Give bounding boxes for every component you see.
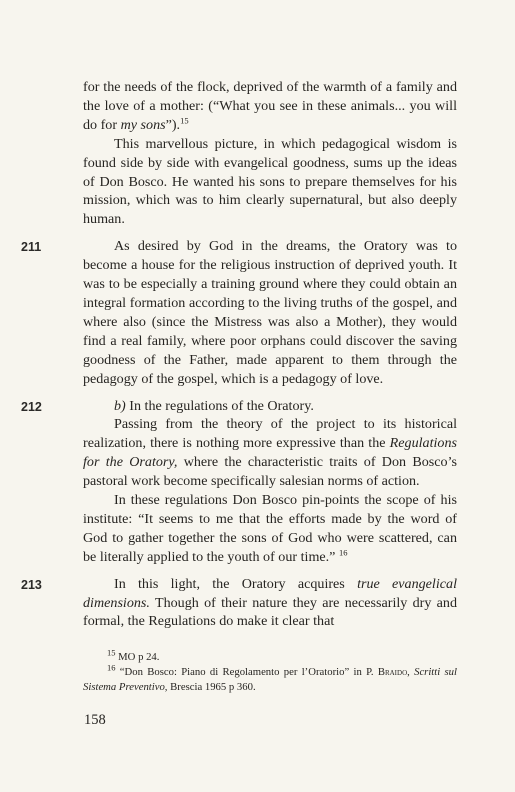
paragraph	[83, 491, 457, 567]
p3-text: As desired by God in the dreams, the Oratory was to become a house for the religious instruction of deprived youth. It was to be especially a training ground where they could obtain an integral formation according to the living truths of the gospel, and where also (since the Mistress was also a Mother), they would find a real family, where poor orphans could discover the saving goodness of the Father, made apparent to them through the pedagogy of the gospel, which is a pedagogy of love.	[83, 238, 457, 387]
footnote-ref-15: 15	[180, 115, 189, 126]
footnote-16-text: “Don Bosco: Piano di Regolamento per l’Oratorio” in P.	[115, 666, 378, 678]
footnotes	[83, 647, 457, 695]
p1-text-end: ”).	[165, 116, 181, 133]
paragraph: This marvellous picture, in which pedagogical wisdom is found side by side with evangelical goodness, sums up the ideas of Don Bosco. He wanted his sons to prepare themselves for his mission, which was to him clearly supernatural, but also deeply human.	[83, 135, 457, 228]
footnote-16-author: Braido,	[377, 666, 410, 678]
p7-text: In this light, the Oratory acquires	[114, 575, 358, 592]
margin-number-212: 212	[21, 399, 42, 414]
p5-emphasis: Regulations for the Oratory,	[83, 435, 457, 471]
footnote-15-text: MO p 24.	[115, 651, 160, 663]
paragraph	[83, 415, 457, 491]
footnote-16-text-end: Brescia 1965 p 360.	[167, 681, 256, 693]
subsection-label: b)	[114, 397, 126, 414]
margin-number-213: 213	[21, 577, 42, 592]
footnote-number-16: 16	[107, 662, 116, 673]
paragraph-continued	[83, 78, 457, 135]
footnote-16	[83, 662, 457, 695]
subsection-heading: In the regulations of the Oratory.	[125, 397, 314, 414]
p5-text: Passing from the theory of the project to its historical realization, there is nothing more expressive than the	[83, 416, 457, 452]
footnote-number-15: 15	[107, 647, 116, 658]
page-number: 158	[84, 712, 106, 728]
p7-emphasis: true evangelical dimensions.	[83, 575, 457, 611]
p1-emphasis: my sons	[120, 116, 166, 133]
footnote-16-title: Scritti sul Sistema Preventivo,	[83, 666, 457, 693]
p5-text-end: where the characteristic traits of Don Bosco’s pastoral work become specifically salesian norms of action.	[83, 454, 457, 490]
footnote-ref-16: 16	[338, 547, 348, 558]
footnote-15	[83, 647, 457, 665]
paragraph-212	[21, 397, 457, 416]
paragraph-213	[21, 575, 457, 632]
paragraph-211	[21, 237, 457, 388]
margin-number-211: 211	[21, 240, 42, 255]
p1-text: for the needs of the flock, deprived of the warmth of a family and the love of a mother: (“What you see in these animals... you will do for	[83, 79, 457, 133]
p7-text-end: Though of their nature they are necessarily dry and formal, the Regulations do make it clear that	[83, 594, 457, 630]
p6-text: In these regulations Don Bosco pin-points the scope of his institute: “It seems to me that the efforts made by the word of God to gather together the sons of God who were scattered, can be literally applied to the youth of our time.”	[83, 492, 457, 565]
main-text	[21, 78, 457, 631]
